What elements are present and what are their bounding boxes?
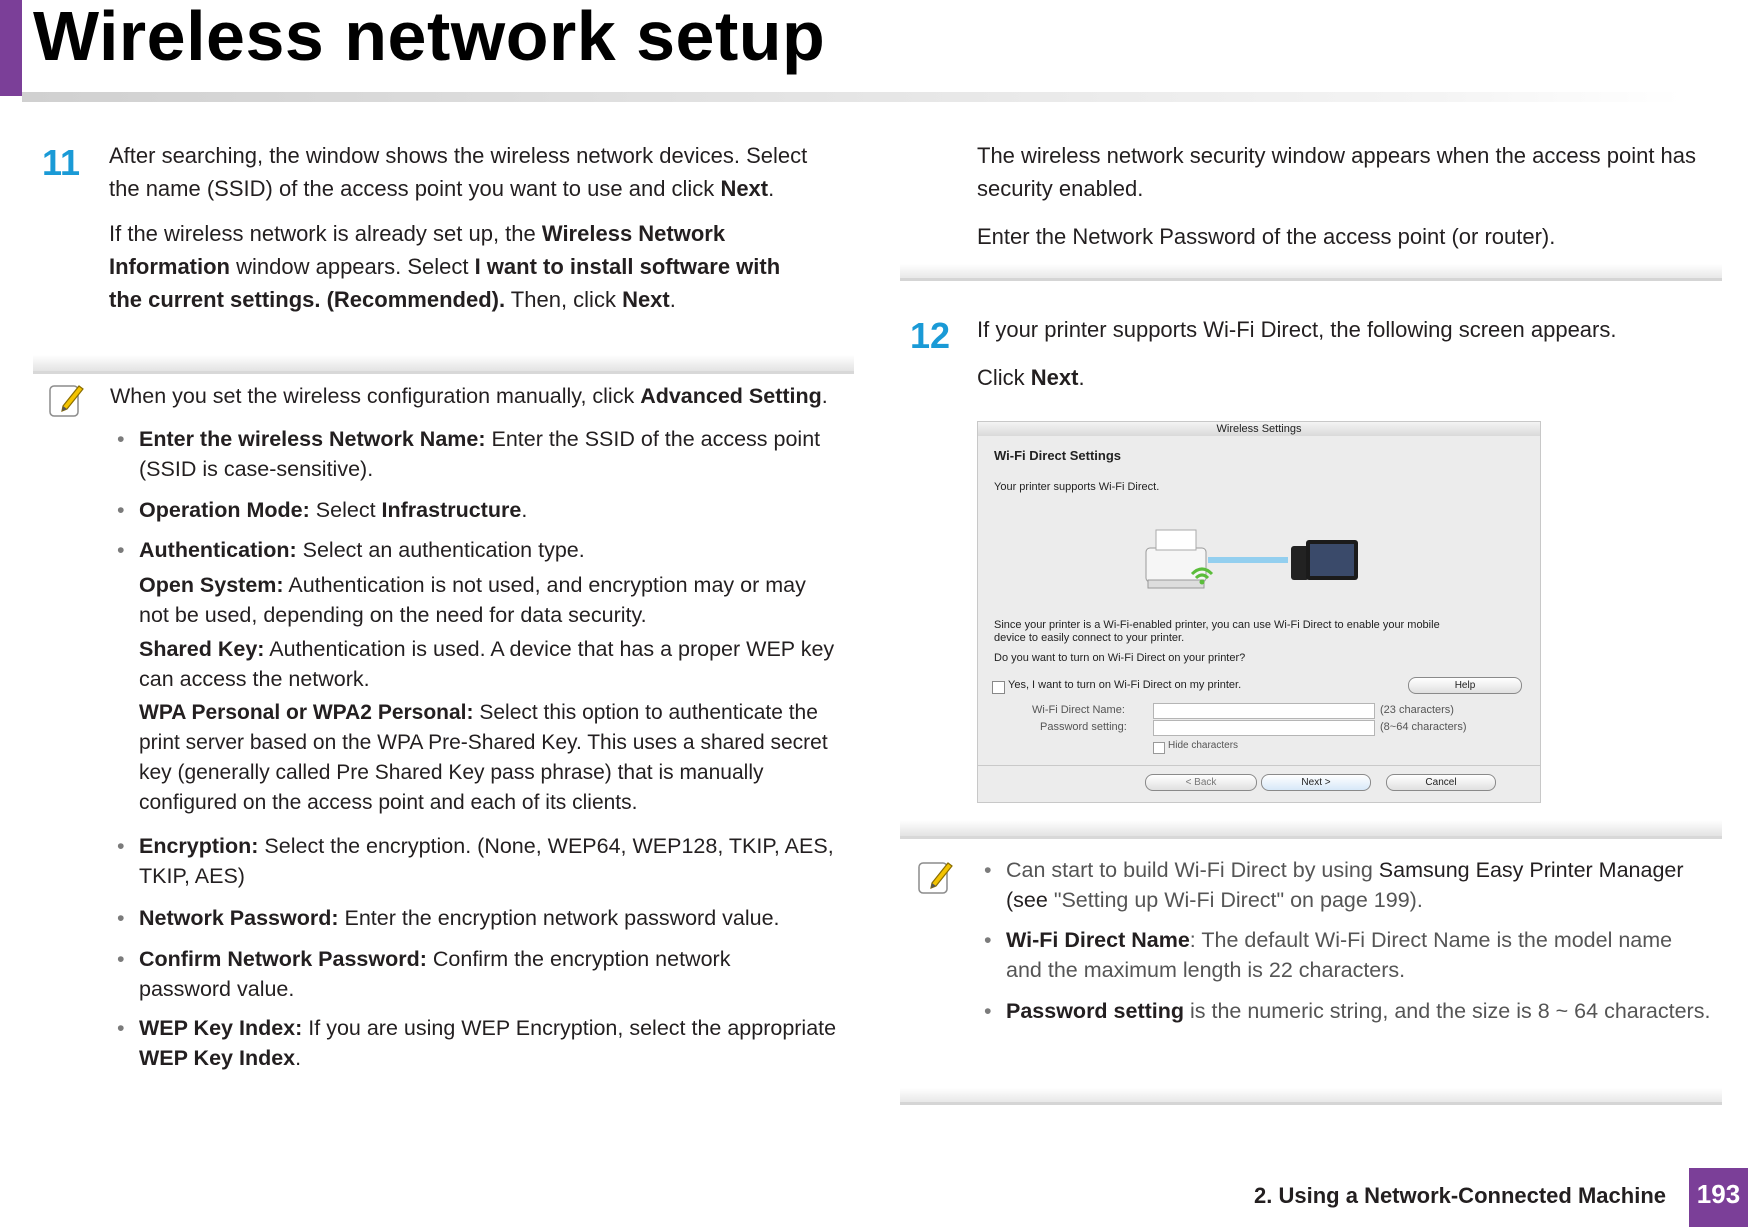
screenshot-heading: Wi-Fi Direct Settings: [994, 448, 1122, 463]
section-end-band-2: [900, 1088, 1722, 1105]
back-button[interactable]: < Back: [1145, 774, 1257, 791]
bullet: •: [117, 947, 125, 971]
note-1-item-authentication: • Authentication: Select an authentication type.: [139, 535, 859, 565]
bullet: •: [117, 906, 125, 930]
bullet: •: [117, 498, 125, 522]
help-button[interactable]: Help: [1408, 677, 1522, 694]
step-11-para2-line2: Information window appears. Select I want to install software with: [109, 254, 781, 279]
printer-and-devices-icon: [1128, 522, 1368, 597]
screenshot-question: Do you want to turn on Wi-Fi Direct on your printer?: [994, 652, 1246, 664]
footer-chapter: 2. Using a Network-Connected Machine: [1254, 1183, 1666, 1208]
note-1-auth-shared: Shared Key: Authentication is used. A device that has a proper WEP key can access the network.: [139, 637, 835, 691]
security-window-text: [977, 139, 1717, 253]
note-1-intro: When you set the wireless configuration manually, click Advanced Setting.: [110, 384, 828, 408]
next-button[interactable]: Next >: [1261, 774, 1371, 791]
bullet: •: [117, 834, 125, 858]
wifi-direct-name-label: Wi-Fi Direct Name:: [1032, 704, 1125, 716]
note-2-band: [900, 820, 1722, 839]
step-12-line1: If your printer supports Wi-Fi Direct, the following screen appears.: [977, 317, 1617, 342]
section-end-band-1: [900, 264, 1722, 281]
wifi-direct-checkbox[interactable]: [992, 681, 1005, 694]
page-number: 193: [1689, 1168, 1748, 1227]
security-line2: security enabled.: [977, 176, 1144, 201]
note-1-item-network-password: • Network Password: Enter the encryption network password value.: [139, 903, 859, 933]
bullet: •: [117, 538, 125, 562]
note-1-band: [33, 355, 854, 374]
step-11-para2-line1: If the wireless network is already set up, the Wireless Network: [109, 221, 726, 246]
step-11-number: 11: [42, 142, 81, 183]
note-pencil-icon: [47, 380, 87, 420]
bullet: •: [984, 928, 992, 952]
step-11-line1: After searching, the window shows the wireless network devices. Select: [109, 143, 808, 168]
note-2-item-password-setting: • Password setting is the numeric string, and the size is 8 ~ 64 characters.: [1006, 996, 1746, 1026]
bullet: •: [984, 999, 992, 1023]
password-hint: (8~64 characters): [1380, 721, 1467, 733]
note-1-item-wep-key-index: • WEP Key Index: If you are using WEP Encryption, select the appropriate WEP Key Index.: [139, 1013, 859, 1073]
note-2-item-wifi-direct-name: • Wi-Fi Direct Name: The default Wi-Fi Direct Name is the model name and the maximum length is 22 characters.: [1006, 925, 1726, 985]
step-12-text: [977, 313, 1717, 394]
title-rule: [22, 92, 1682, 102]
hide-characters-checkbox[interactable]: [1153, 742, 1165, 754]
screenshot-divider: [978, 765, 1540, 766]
screenshot-since-line2: device to easily connect to your printer.: [994, 632, 1185, 644]
note-pencil-icon: [916, 857, 956, 897]
note-1-item-ssid: • Enter the wireless Network Name: Enter the SSID of the access point (SSID is case-sensitive).: [139, 424, 859, 484]
screenshot-since-line1: Since your printer is a Wi-Fi-enabled printer, you can use Wi-Fi Direct to enable your mobile: [994, 619, 1440, 631]
note-2-item-easy-printer-manager: • Can start to build Wi-Fi Direct by using Samsung Easy Printer Manager (see "Setting up Wi-Fi Direct" on page 199).: [1006, 855, 1726, 915]
note-1-item-confirm-password: • Confirm Network Password: Confirm the encryption network password value.: [139, 944, 859, 1004]
note-1-item-encryption: • Encryption: Select the encryption. (None, WEP64, WEP128, TKIP, AES, TKIP, AES): [139, 831, 859, 891]
step-12-number: 12: [910, 315, 951, 356]
bullet: •: [117, 427, 125, 451]
password-setting-label: Password setting:: [1040, 721, 1127, 733]
security-line1: The wireless network security window appears when the access point has: [977, 143, 1697, 168]
note-1-auth-wpa: WPA Personal or WPA2 Personal: Select this option to authenticate the print server based on the WPA Pre-Shared Key. This uses a shared secret key (generally called Pre Shared Key pass phrase) that is manually configured on the access point and each of its clients.: [139, 701, 828, 814]
enter-password-line: Enter the Network Password of the access point (or router).: [977, 224, 1556, 249]
page-title: Wireless network setup: [33, 0, 826, 75]
title-accent-bar: [0, 0, 22, 96]
checkbox-label: Yes, I want to turn on Wi-Fi Direct on my printer.: [1008, 679, 1242, 691]
step-12-click-next: Click Next.: [977, 365, 1085, 390]
bullet: •: [117, 1016, 125, 1040]
step-11-para2-line3: the current settings. (Recommended). Then, click Next.: [109, 287, 676, 312]
note-1-auth-open: Open System: Authentication is not used, and encryption may or may not be used, depending on the need for data security.: [139, 573, 806, 627]
bullet: •: [984, 858, 992, 882]
wifi-direct-name-input[interactable]: [1153, 703, 1375, 719]
window-title: Wireless Settings: [978, 422, 1540, 436]
step-11-line2: the name (SSID) of the access point you want to use and click Next.: [109, 176, 775, 201]
step-11-text: [109, 139, 869, 316]
cancel-button[interactable]: Cancel: [1386, 774, 1496, 791]
screenshot-subtitle: Your printer supports Wi-Fi Direct.: [994, 481, 1160, 493]
hide-characters-label: Hide characters: [1168, 740, 1239, 751]
password-setting-input[interactable]: [1153, 720, 1375, 736]
name-hint: (23 characters): [1380, 704, 1454, 716]
wifi-direct-settings-screenshot: [977, 421, 1541, 803]
note-1-item-operation-mode: • Operation Mode: Select Infrastructure.: [139, 495, 859, 525]
